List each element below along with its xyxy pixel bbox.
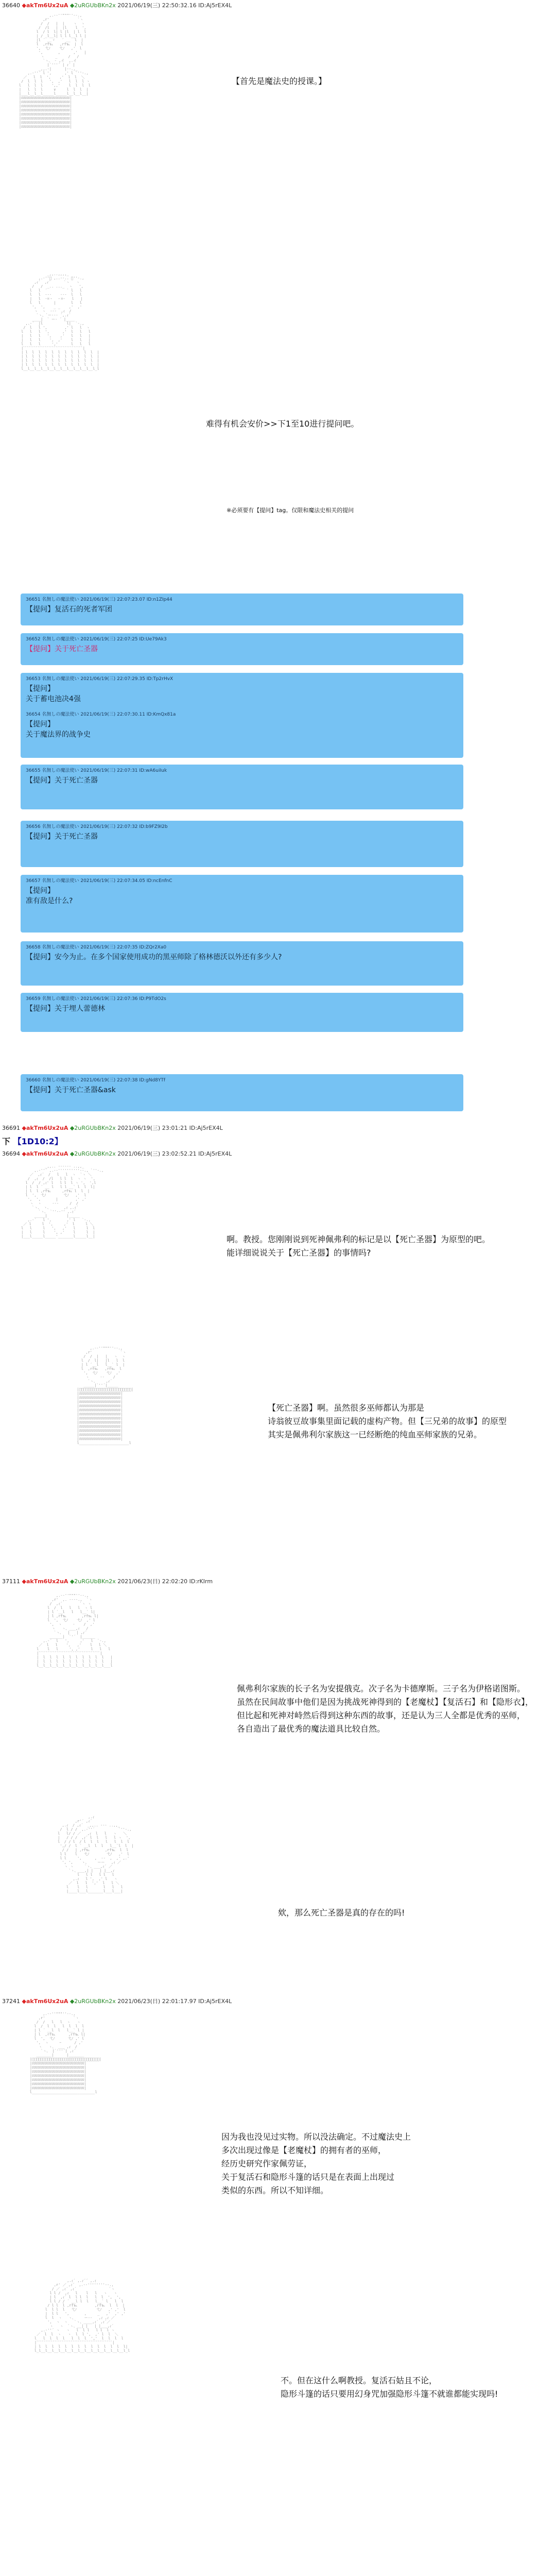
anchor-post-text: 【提问】关于死亡圣器 — [26, 645, 98, 653]
post-header: 37241 ◆akTm6Ux2uA ◆2uRGUbBKn2x 2021/06/23(日) 22:01:17.97 ID:Aj5rEX4L — [2, 1998, 232, 2005]
anchor-post-text: 【提问】 关于蓄电池决4强 — [26, 685, 81, 703]
anchor-post-text: 【提问】安今为止。在多个国家使用成功的黑巫师除了格林德沃以外还有多少人? — [26, 953, 282, 961]
ascii-art-teacher: ,.-‐''"""''‐-., ,r' `ヽ / / l l ヽ ヽ l / l l l l l l | l ´ __l l l__` l | | l ,rf℡ ,rf℡ l| l ', 弋ﾉ 弋ﾉ ,' l ', ヽ ｰ / ,' ヽ ヽ、 ___ ,ｨ / `ヽ、 |`'''´| ,ｨ´ _______| |_______ |ﾞﾞﾞﾞﾞﾞﾞﾞﾞﾞﾞﾞﾞﾞﾞﾞﾞﾞﾞﾞﾞﾞﾞﾞﾞﾞﾞﾞﾞﾞﾞ| |ﾛﾛﾛﾛﾛﾛﾛﾛﾛﾛﾛﾛﾛﾛﾛﾛﾛﾛﾛﾛﾛﾛﾛﾛﾛﾛﾛﾛﾛ| |ﾛﾛﾛﾛﾛﾛﾛﾛﾛﾛﾛﾛﾛﾛﾛﾛﾛﾛﾛﾛﾛﾛﾛﾛﾛﾛﾛﾛﾛ| |ﾛﾛﾛﾛﾛﾛﾛﾛﾛﾛﾛﾛﾛﾛﾛﾛﾛﾛﾛﾛﾛﾛﾛﾛﾛﾛﾛﾛﾛ| |ﾛﾛﾛﾛﾛﾛﾛﾛﾛﾛﾛﾛﾛﾛﾛﾛﾛﾛﾛﾛﾛﾛﾛﾛﾛﾛﾛﾛﾛ| |ﾛﾛﾛﾛﾛﾛﾛﾛﾛﾛﾛﾛﾛﾛﾛﾛﾛﾛﾛﾛﾛﾛﾛﾛﾛﾛﾛﾛﾛ| |ﾛﾛﾛﾛﾛﾛﾛﾛﾛﾛﾛﾛﾛﾛﾛﾛﾛﾛﾛﾛﾛﾛﾛﾛﾛﾛﾛﾛﾛ| |ﾛﾛﾛﾛﾛﾛﾛﾛﾛﾛﾛﾛﾛﾛﾛﾛﾛﾛﾛﾛﾛﾛﾛﾛﾛﾛﾛﾛﾛ| l_____________________________l — [29, 2012, 102, 2094]
anchor-post-card — [21, 633, 463, 665]
anchor-post-meta: 36660 名無しの魔法使い 2021/06/19(三) 22:07:38 ID:gNd8YTf — [26, 1078, 166, 1083]
anchor-post-meta: 36652 名無しの魔法使い 2021/06/19(三) 22:07:25 ID:Ue79Ak3 — [26, 637, 167, 642]
dialog-text: 啊。教授。您刚刚说到死神佩弗利的标记是以【死亡圣器】为原型的吧。 能详细说说关于【死亡圣器】的事情吗? — [227, 1234, 491, 1258]
post-header: 36691 ◆akTm6Ux2uA ◆2uRGUbBKn2x 2021/06/19(三) 23:01:21 ID:Aj5rEX4L — [2, 1125, 223, 1131]
ascii-art-teacher: ,.-‐''"""''‐-., ,r' `ヽ / / | | ヽ ヽ l / l| |l l l | l ´__l l__` l | l ,rf℡ ,rf℡ l ', 弋ﾉ 弋ﾉ ,' ヽ ‐‐ / `ヽ、 ,ｨ´ _____|`''´|_____ |ﾞﾞﾞﾞﾞﾞﾞﾞﾞﾞﾞﾞﾞﾞﾞﾞﾞﾞﾞﾞﾞﾞﾞﾞ| |ﾛﾛﾛﾛﾛﾛﾛﾛﾛﾛﾛﾛﾛﾛﾛﾛﾛﾛﾛﾛﾛﾛﾛ| |ﾛﾛﾛﾛﾛﾛﾛﾛﾛﾛﾛﾛﾛﾛﾛﾛﾛﾛﾛﾛﾛﾛﾛ| |ﾛﾛﾛﾛﾛﾛﾛﾛﾛﾛﾛﾛﾛﾛﾛﾛﾛﾛﾛﾛﾛﾛﾛ| |ﾛﾛﾛﾛﾛﾛﾛﾛﾛﾛﾛﾛﾛﾛﾛﾛﾛﾛﾛﾛﾛﾛﾛ| |ﾛﾛﾛﾛﾛﾛﾛﾛﾛﾛﾛﾛﾛﾛﾛﾛﾛﾛﾛﾛﾛﾛﾛ| |ﾛﾛﾛﾛﾛﾛﾛﾛﾛﾛﾛﾛﾛﾛﾛﾛﾛﾛﾛﾛﾛﾛﾛ| |ﾛﾛﾛﾛﾛﾛﾛﾛﾛﾛﾛﾛﾛﾛﾛﾛﾛﾛﾛﾛﾛﾛﾛ| |ﾛﾛﾛﾛﾛﾛﾛﾛﾛﾛﾛﾛﾛﾛﾛﾛﾛﾛﾛﾛﾛﾛﾛ| |ﾛﾛﾛﾛﾛﾛﾛﾛﾛﾛﾛﾛﾛﾛﾛﾛﾛﾛﾛﾛﾛﾛﾛ| |ﾛﾛﾛﾛﾛﾛﾛﾛﾛﾛﾛﾛﾛﾛﾛﾛﾛﾛﾛﾛﾛﾛﾛ| |ﾛﾛﾛﾛﾛﾛﾛﾛﾛﾛﾛﾛﾛﾛﾛﾛﾛﾛﾛﾛﾛﾛﾛ| |ﾛﾛﾛﾛﾛﾛﾛﾛﾛﾛﾛﾛﾛﾛﾛﾛﾛﾛﾛﾛﾛﾛﾛ| l_______________________l — [77, 1346, 134, 1445]
ascii-art-student: _,,.. --‐‐-- ..,,_ ,.-''´ ,.-‐''''''''''‐-., `''-., ／ ,ｨ´ / l l ヽ `ヽ ＼ / ,ｨ / /l l l l ヽ ヽ ', l / / ,ｨ' l l l l ヽ ', ',l | l l ´ __ l l l __` l l l| | l l ,rf℡ ,rf℡ l l | l ', 弋ﾉ 弋ﾉ ,' l ', ', | ,' ,' ヽ ヽ ‐‐‐ / / `ヽ、 ヽ、 ,ｨ ,.ｨ´ `ヽ、 `''‐‐'' ,.ｨ´ _____| |_____ ,.-´ l ', ,' l `-., ／ l l ', ,' l l ＼ l l l ', ,' l l l | l l ', ,' l l | |___l_____l_____'_______l_____l__| — [21, 1164, 104, 1239]
ascii-art-student: _,,..,,,,_ ,.-''ﾞ ,..--.. ﾞ''-., ,ｨ´ ,ｨ´ `ヽ ヽ / / _.. ..._ ヽ ', l l ´ ` l l l l --- --- l l | l -=・ ・=- l | l l | l l ', ', _ _ ,' ,' ヽ ヽ ‐‐‐ ,ｨ / `ヽ、`ー‐‐‐ ´,.ｨ´ ____| ` ー‐ ´ |____ ,.-´ |l l| `-., / l l ', ,' l l ヽ l l l ', ,' l l l | l l ', ,' l l | | l l ', ,' l l | l l l ',' l l l |ﾞﾞﾞﾞﾞﾞﾞﾞﾞﾞﾞﾞﾞﾞﾞﾞﾞﾞﾞﾞﾞﾞﾞﾞﾞﾞﾞﾞﾞﾞﾞﾞﾞ| | l l l l l l l l l l l | | l l l l l l l l l l l | | l l l l l l l l l l l | | l l l l l l l l l l l | l__l__l__l__l__l__l__l__l__l__l__l_l — [21, 272, 99, 371]
anchor-post-meta: 36654 名無しの魔法使い 2021/06/19(三) 22:07:30.11 ID:KmQx81a — [26, 712, 176, 717]
anchor-post-text: 【提问】关于埋人蕾德林 — [26, 1005, 105, 1013]
dialog-text: 难得有机会安价>>下1至10进行提问吧。 — [206, 419, 359, 429]
dialog-text: 【死亡圣器】啊。虽然很多巫师都认为那是 诗翁彼豆故事集里面记载的虚构产物。但【三兄弟的故事】的原型 其实是佩弗利尔家族这一已经断绝的纯血巫师家族的兄弟。 — [268, 1403, 507, 1439]
ascii-art-student: ,.ｨ´ ,.ｨ´´ ,.ｨ ,r' ／ ,ｨ´ ,.-‐''''''''‐-., / ／ ,ｨ´ ,ｨ´ `ヽ l l / ,ｨ l l l ヽ ヽ | l ,ｨ´ l l l l l l ', ', l l / / ´ __l l l l__` l l l / l l l ,rf℡ ,rf℡ l l | l l l l 弋ﾉ 弋ﾉ ,' ,' l | l l ', , _ ,' ,' ,' l l ヽ ヽ、 ー‐‐ ,ｨ ,ｨ ／ ', ヽ ヽ `ヽ、____,ｨ´ ,ｨ´／ ヽ ヽ `ヽ、__| | | |___,ｨ´ ,.-''´ ヽ ヽ l l l l l l ヽ ／ l l ヽ ヽ l l ', ,' l l ＼ l l l l l l l l ',' l l l l |ﾞﾞﾞﾞﾞﾞﾞﾞﾞﾞﾞﾞﾞﾞﾞﾞﾞﾞﾞﾞﾞﾞﾞﾞﾞﾞﾞﾞﾞﾞﾞﾞﾞﾞﾞﾞﾞﾞﾞﾞﾞﾞ| | l l l l l l l l l l l l l l| l_l__l__l__l__l__l__l__l__l__l__l__l__l__l_l — [34, 2279, 130, 2353]
dialog-text: 欸，那么死亡圣器是真的存在的吗! — [278, 1908, 405, 1918]
dialog-text: 因为我也没见过实物。所以没法确定。不过魔法史上 多次出现过像是【老魔杖】的拥有者的巫师， 经历史研究作家佩劳证， 关于复活石和隐形斗篷的话只是在表面上出现过 类似的东西。所以不知详细。 — [221, 2132, 411, 2195]
dialog-note: ※必须要有【提问】tag。仅限和魔法史相关的提问 — [227, 507, 354, 514]
anchor-post-card — [21, 765, 463, 809]
anchor-post-meta: 36651 名無しの魔法使い 2021/06/19(三) 22:07:23.07 ID:n1ZIp44 — [26, 597, 172, 602]
anchor-post-meta: 36653 名無しの魔法使い 2021/06/19(三) 22:07:29.35 ID:Tp2rHvX — [26, 676, 173, 682]
ascii-art-teacher: ,.-‐''"""''‐-., ,r' `ヽ / / | | ヽ ヽ / /l | |l l ', l / l l| l |l | l l | / _l__l| l l l__l l | |l ´ __ヾ ´ __ l | l ,rf℡ ,rf℡ | l ', 弋ﾉ 弋ﾉ ,' l ', , ,' | ヽ _ / / `ヽ、 ‐ ,イ ,.イ |`'''´ | ｨ´ | _,,.-| |‐-.,_ ,.-''´ l ', ,' l `''-., ／ l l ', ,' l l ＼ / l l l ', ,' l l l ヽ l l l l ',,' l l l l | l l l ∨ l l l | |___l__l__l_____l_____l__l__l__| |ﾛﾛﾛﾛﾛﾛﾛﾛﾛﾛﾛﾛﾛﾛﾛﾛﾛﾛﾛﾛﾛﾛﾛﾛﾛﾛﾛ| |ﾛﾛﾛﾛﾛﾛﾛﾛﾛﾛﾛﾛﾛﾛﾛﾛﾛﾛﾛﾛﾛﾛﾛﾛﾛﾛﾛ| |ﾛﾛﾛﾛﾛﾛﾛﾛﾛﾛﾛﾛﾛﾛﾛﾛﾛﾛﾛﾛﾛﾛﾛﾛﾛﾛﾛ| |ﾛﾛﾛﾛﾛﾛﾛﾛﾛﾛﾛﾛﾛﾛﾛﾛﾛﾛﾛﾛﾛﾛﾛﾛﾛﾛﾛ| |ﾛﾛﾛﾛﾛﾛﾛﾛﾛﾛﾛﾛﾛﾛﾛﾛﾛﾛﾛﾛﾛﾛﾛﾛﾛﾛﾛ| |ﾛﾛﾛﾛﾛﾛﾛﾛﾛﾛﾛﾛﾛﾛﾛﾛﾛﾛﾛﾛﾛﾛﾛﾛﾛﾛﾛ| |ﾛﾛﾛﾛﾛﾛﾛﾛﾛﾛﾛﾛﾛﾛﾛﾛﾛﾛﾛﾛﾛﾛﾛﾛﾛﾛﾛ| |ﾛﾛﾛﾛﾛﾛﾛﾛﾛﾛﾛﾛﾛﾛﾛﾛﾛﾛﾛﾛﾛﾛﾛﾛﾛﾛﾛ| — [19, 13, 91, 129]
dice-result: 下 【1D10:2】 — [2, 1137, 63, 1146]
anchor-post-card — [21, 708, 463, 758]
anchor-post-meta: 36659 名無しの魔法使い 2021/06/19(三) 22:07:36 ID:P9TdO2s — [26, 996, 166, 1002]
anchor-post-text: 【提问】 关于魔法界的战争史 — [26, 720, 91, 739]
anchor-post-text: 【提问】关于死亡圣器 — [26, 833, 98, 841]
post-header: 37111 ◆akTm6Ux2uA ◆2uRGUbBKn2x 2021/06/23(日) 22:02:20 ID:rKIrm — [2, 1578, 213, 1585]
anchor-post-meta: 36656 名無しの魔法使い 2021/06/19(三) 22:07:32 ID:b9FZ9I2b — [26, 824, 168, 829]
anchor-post-text: 【提问】关于死亡圣器&ask — [26, 1086, 116, 1094]
dialog-text: 不。但在这什么啊教授。复活石姑且不论， 隐形斗篷的话只要用幻身咒加强隐形斗篷不就谁都能实现吗! — [281, 2376, 498, 2399]
ascii-art-student: ,.ｨ ,r'´ ,ｨ´ ,.ｨ / ,ｨ´ _,,.. ‐‐- ..,,_ / l / / ,.-''´ `''-., l l/ / ／ ,ｨ l l ヽ ＼ | / / / ,ｨ´ l l l l ヽ ', l / / l / l l l l l l l ',/ / l ´ __l l l l__`l l | / / | ,rf℡ ,rf℡ l l l l l 弋ﾉ 弋ﾉ ,' l l l ', , -‐ , ,' ,.' ', ', ヽ、 ーー ,ｨ ／ ヽ ヽ `ヽ、___,ｨ´ ／ `ヽ、___,| | | |__,ｨ l l l l l l ,.ｨ l ', ,' l ヽ ／ l l ',' l l ＼ l l l l l l |____l___l_______l___l___| — [58, 1815, 134, 1893]
post-header: 36694 ◆akTm6Ux2uA ◆2uRGUbBKn2x 2021/06/19(三) 23:02:52.21 ID:Aj5rEX4L — [2, 1150, 232, 1157]
anchor-post-meta: 36655 名無しの魔法使い 2021/06/19(三) 22:07:31 ID:wA6uiIuk — [26, 768, 167, 773]
dialog-text: 佩弗利尔家族的长子名为安提俄克。次子名为卡德摩斯。三子名为伊格诺图斯。 虽然在民间故事中他们是因为挑战死神得到的【老魔杖】【复活石】和【隐形衣】， 但比起和死神对峙然后得到这种东西的故事，还是认为三人全都是优秀的巫师， 各自造出了最优秀的魔法道具比较自然。 — [237, 1684, 534, 1734]
anchor-post-meta: 36657 名無しの魔法使い 2021/06/19(三) 22:07:34.05 ID:ncEnfnC — [26, 878, 172, 884]
anchor-post-text: 【提问】复活石的死者军团 — [26, 605, 112, 614]
anchor-post-text: 【提问】 准有敌是什么? — [26, 887, 73, 905]
anchor-post-card — [21, 821, 463, 867]
anchor-post-card — [21, 941, 463, 986]
ascii-art-teacher: ,.-‐''"""''‐-., ,r' ,. -‐‐-., `ヽ / ,ｨ´ `ヽ ヽ l / l l l ヽ l | l ´__l l l__` l| | l ,rf℡ ,rf℡ l| l ', 弋ﾉ 弋ﾉ ,' l ', ヽ ‐ / ,' ヽ ヽ、___,ｨ / `ヽ、 | | ,ｨ´ ______| `'´ |______ ,.-´ l ', ,' l `-., ／ l l ', ,' l l ＼ l l l ', ,' l l l |ﾞﾞﾞﾞﾞﾞﾞﾞﾞﾞﾞﾞﾞﾞﾞﾞﾞﾞﾞﾞﾞﾞﾞﾞﾞﾞﾞﾞﾞﾞﾞﾞﾞﾞ| | l l l l l l l l l l | | l l l l l l l l l l | l__l__l__l__l__l__l__l__l__l__l___l — [37, 1594, 113, 1668]
anchor-post-card — [21, 594, 463, 625]
post-header: 36640 ◆akTm6Ux2uA ◆2uRGUbBKn2x 2021/06/19(三) 22:50:32.16 ID:Aj5rEX4L — [2, 2, 232, 9]
dialog-text: 【首先是魔法史的授课。】 — [232, 76, 327, 86]
anchor-post-card — [21, 1074, 463, 1111]
anchor-post-text: 【提问】关于死亡圣器 — [26, 776, 98, 785]
anchor-post-card — [21, 875, 463, 933]
anchor-post-card — [21, 993, 463, 1032]
anchor-post-meta: 36658 名無しの魔法使い 2021/06/19(三) 22:07:35 ID:ZQr2Xa0 — [26, 945, 167, 950]
